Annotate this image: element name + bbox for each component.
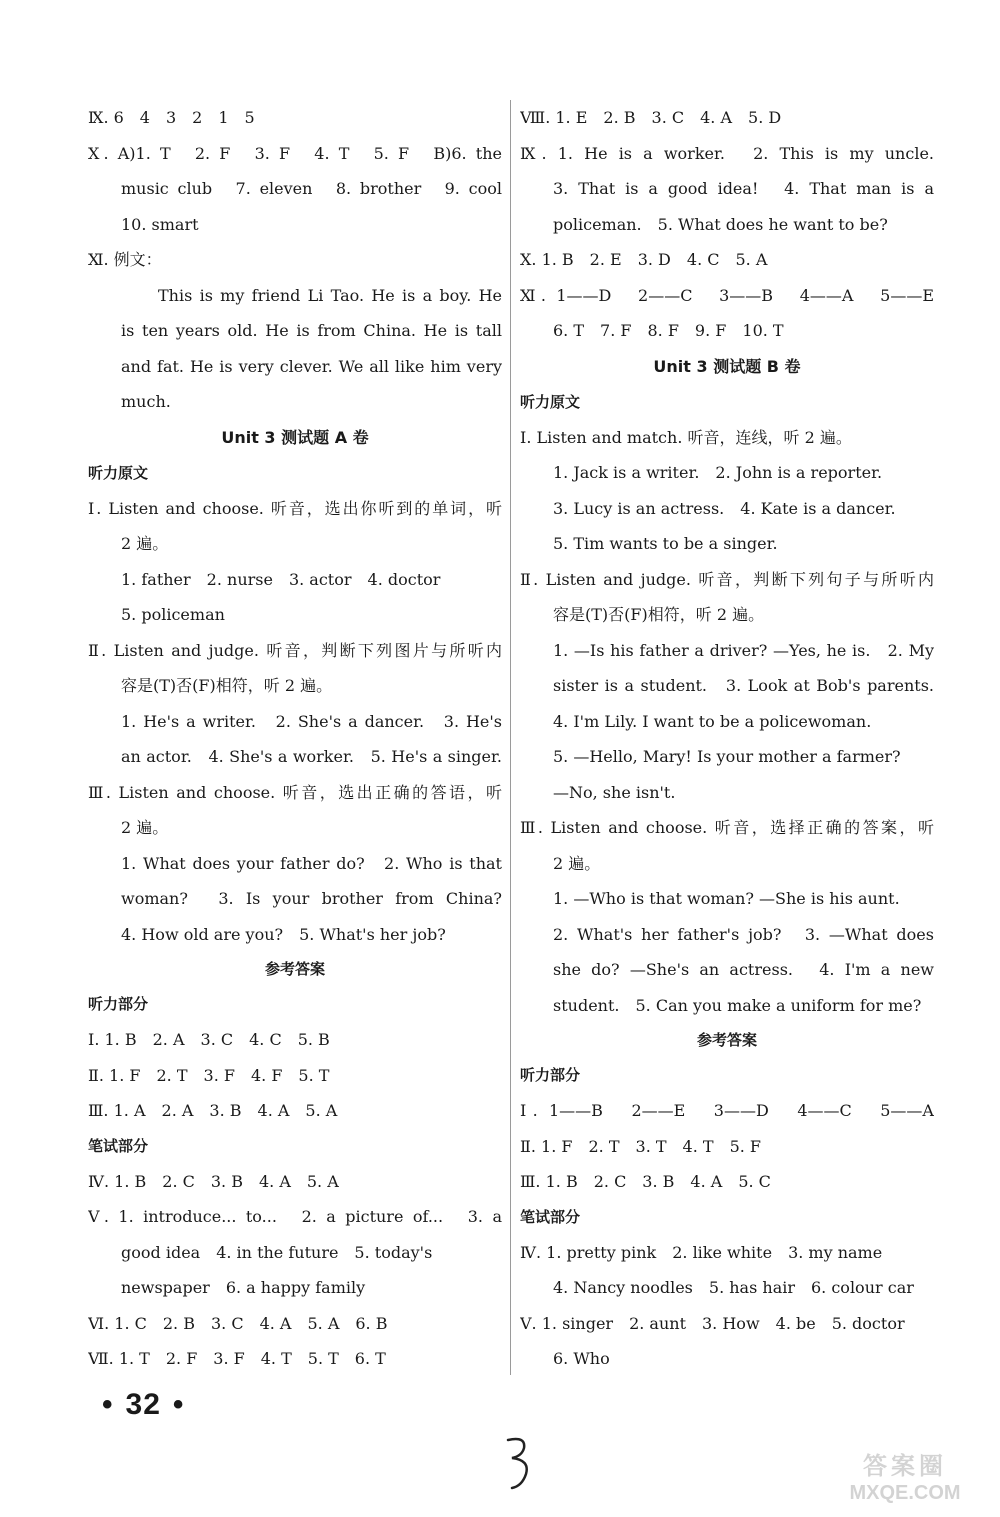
handwritten-mark-icon xyxy=(500,1432,540,1492)
question-line: Ⅲ. Listen and choose. 听音，选择正确的答案，听 xyxy=(520,818,934,837)
question-line: 3. Lucy is an actress. 4. Kate is a dancer. xyxy=(553,498,896,518)
example-text-line: much. xyxy=(121,392,171,411)
question-line: Ⅱ. Listen and judge. 听音，判断下列句子与所听内 xyxy=(520,569,934,589)
question-line: 2. What's her father's job? 3. —What does xyxy=(553,924,934,944)
bullet-icon: • xyxy=(102,1388,114,1421)
left-column xyxy=(88,100,502,1377)
bullet-icon: • xyxy=(172,1388,185,1421)
subsection-title: 参考答案 xyxy=(696,1031,757,1049)
answer-line: Ⅶ. 1. T 2. F 3. F 4. T 5. T 6. T xyxy=(88,1349,386,1368)
answer-line: Ⅴ. 1. singer 2. aunt 3. How 4. be 5. doctor xyxy=(520,1313,905,1333)
question-line: Ⅲ. Listen and choose. 听音，选出正确的答语，听 xyxy=(88,782,502,802)
subsection-title: 笔试部分 xyxy=(520,1207,581,1226)
answer-line: Ⅱ. 1. F 2. T 3. T 4. T 5. F xyxy=(520,1136,762,1156)
question-line: student. 5. Can you make a uniform for me? xyxy=(553,995,922,1015)
question-line: 1. He's a writer. 2. She's a dancer. 3. He's xyxy=(121,711,502,731)
answer-line: Ⅰ. 1. B 2. A 3. C 4. C 5. B xyxy=(88,1030,330,1049)
example-text-line: This is my friend Li Tao. He is a boy. He xyxy=(158,285,502,305)
watermark-logo xyxy=(820,1440,990,1512)
question-line: 容是(T)否(F)相符，听 2 遍。 xyxy=(553,605,765,624)
answer-line: Ⅹ. A)1. T 2. F 3. F 4. T 5. F B)6. the xyxy=(88,143,502,163)
answer-line: good idea 4. in the future 5. today's xyxy=(121,1242,433,1262)
question-line: 1. —Who is that woman? —She is his aunt. xyxy=(553,889,900,908)
answer-line: Ⅲ. 1. B 2. C 3. B 4. A 5. C xyxy=(520,1172,771,1191)
question-line: 5. Tim wants to be a singer. xyxy=(553,534,778,553)
answer-line: Ⅸ. 1. He is a worker. 2. This is my uncle. xyxy=(520,143,934,163)
answer-line: Ⅷ. 1. E 2. B 3. C 4. A 5. D xyxy=(520,108,782,127)
question-line: 1. What does your father do? 2. Who is that xyxy=(121,853,502,873)
question-line: 2 遍。 xyxy=(121,818,169,837)
example-text-line: and fat. He is very clever. We all like him very xyxy=(121,356,502,376)
answer-line: Ⅰ. 1——B 2——E 3——D 4——C 5——A xyxy=(520,1101,934,1120)
answer-line: 6. Who xyxy=(553,1349,610,1368)
question-line: sister is a student. 3. Look at Bob's parents. xyxy=(553,676,934,695)
question-line: 1. Jack is a writer. 2. John is a reporter. xyxy=(553,463,883,482)
subsection-title: 听力部分 xyxy=(520,1066,581,1084)
subsection-title: 参考答案 xyxy=(264,960,325,978)
watermark-text: 答案圈 xyxy=(863,1452,947,1480)
answer-line: Ⅲ. 1. A 2. A 3. B 4. A 5. A xyxy=(88,1101,338,1120)
question-line: 1. father 2. nurse 3. actor 4. doctor xyxy=(121,569,441,589)
question-line: 容是(T)否(F)相符，听 2 遍。 xyxy=(121,676,333,695)
question-line: —No, she isn't. xyxy=(553,782,676,802)
subsection-title: 听力部分 xyxy=(88,995,149,1013)
question-line: Ⅱ. Listen and judge. 听音，判断下列图片与所听内 xyxy=(88,640,502,660)
question-line: 4. I'm Lily. I want to be a policewoman. xyxy=(553,711,872,731)
answer-line: 6. T 7. F 8. F 9. F 10. T xyxy=(553,321,784,340)
section-title: Unit 3 测试题 B 卷 xyxy=(653,356,801,376)
question-line: 5. —Hello, Mary! Is your mother a farmer? xyxy=(553,747,901,766)
answer-line: policeman. 5. What does he want to be? xyxy=(553,214,888,234)
answer-line: 3. That is a good idea! 4. That man is a xyxy=(553,179,934,198)
answer-line: Ⅱ. 1. F 2. T 3. F 4. F 5. T xyxy=(88,1065,330,1085)
page-number xyxy=(90,1380,196,1430)
question-line: an actor. 4. She's a worker. 5. He's a singer. xyxy=(121,747,502,766)
question-line: 2 遍。 xyxy=(553,853,601,873)
question-line: 5. policeman xyxy=(121,605,225,624)
question-line: she do? —She's an actress. 4. I'm a new xyxy=(553,960,934,979)
subsection-title: 听力原文 xyxy=(520,392,581,411)
question-line: 1. —Is his father a driver? —Yes, he is. 2. My xyxy=(553,640,934,660)
example-text-line: is ten years old. He is from China. He is tall xyxy=(121,321,502,340)
answer-line: music club 7. eleven 8. brother 9. cool xyxy=(121,179,502,198)
answer-line: Ⅺ. 1——D 2——C 3——B 4——A 5——E xyxy=(520,285,934,305)
question-line: woman? 3. Is your brother from China? xyxy=(121,889,502,908)
answer-line: Ⅵ. 1. C 2. B 3. C 4. A 5. A 6. B xyxy=(88,1313,388,1333)
section-label: Ⅺ. 例文： xyxy=(88,250,162,269)
answer-line: 4. Nancy noodles 5. has hair 6. colour car xyxy=(553,1278,914,1297)
answer-line: Ⅸ. 6 4 3 2 1 5 xyxy=(88,108,255,127)
section-title: Unit 3 测试题 A 卷 xyxy=(221,427,369,447)
column-divider xyxy=(510,100,511,1375)
subsection-title: 听力原文 xyxy=(88,463,149,482)
watermark-url: MXQE.COM xyxy=(849,1482,961,1504)
page-number-value: 32 xyxy=(125,1388,161,1421)
right-column xyxy=(520,100,934,1377)
answer-line: Ⅴ. 1. introduce... to... 2. a picture of... 3. a xyxy=(88,1207,502,1226)
subsection-title: 笔试部分 xyxy=(88,1136,149,1155)
answer-line: Ⅳ. 1. pretty pink 2. like white 3. my name xyxy=(520,1242,883,1262)
answer-line: Ⅹ. 1. B 2. E 3. D 4. C 5. A xyxy=(520,250,768,269)
answer-line: 10. smart xyxy=(121,214,199,234)
answer-line: newspaper 6. a happy family xyxy=(121,1278,366,1297)
answer-line: Ⅳ. 1. B 2. C 3. B 4. A 5. A xyxy=(88,1171,339,1191)
question-line: Ⅰ. Listen and match. 听音，连线，听 2 遍。 xyxy=(520,427,852,447)
question-line: Ⅰ. Listen and choose. 听音，选出你听到的单词，听 xyxy=(88,498,502,518)
question-line: 4. How old are you? 5. What's her job? xyxy=(121,924,446,944)
question-line: 2 遍。 xyxy=(121,534,169,553)
